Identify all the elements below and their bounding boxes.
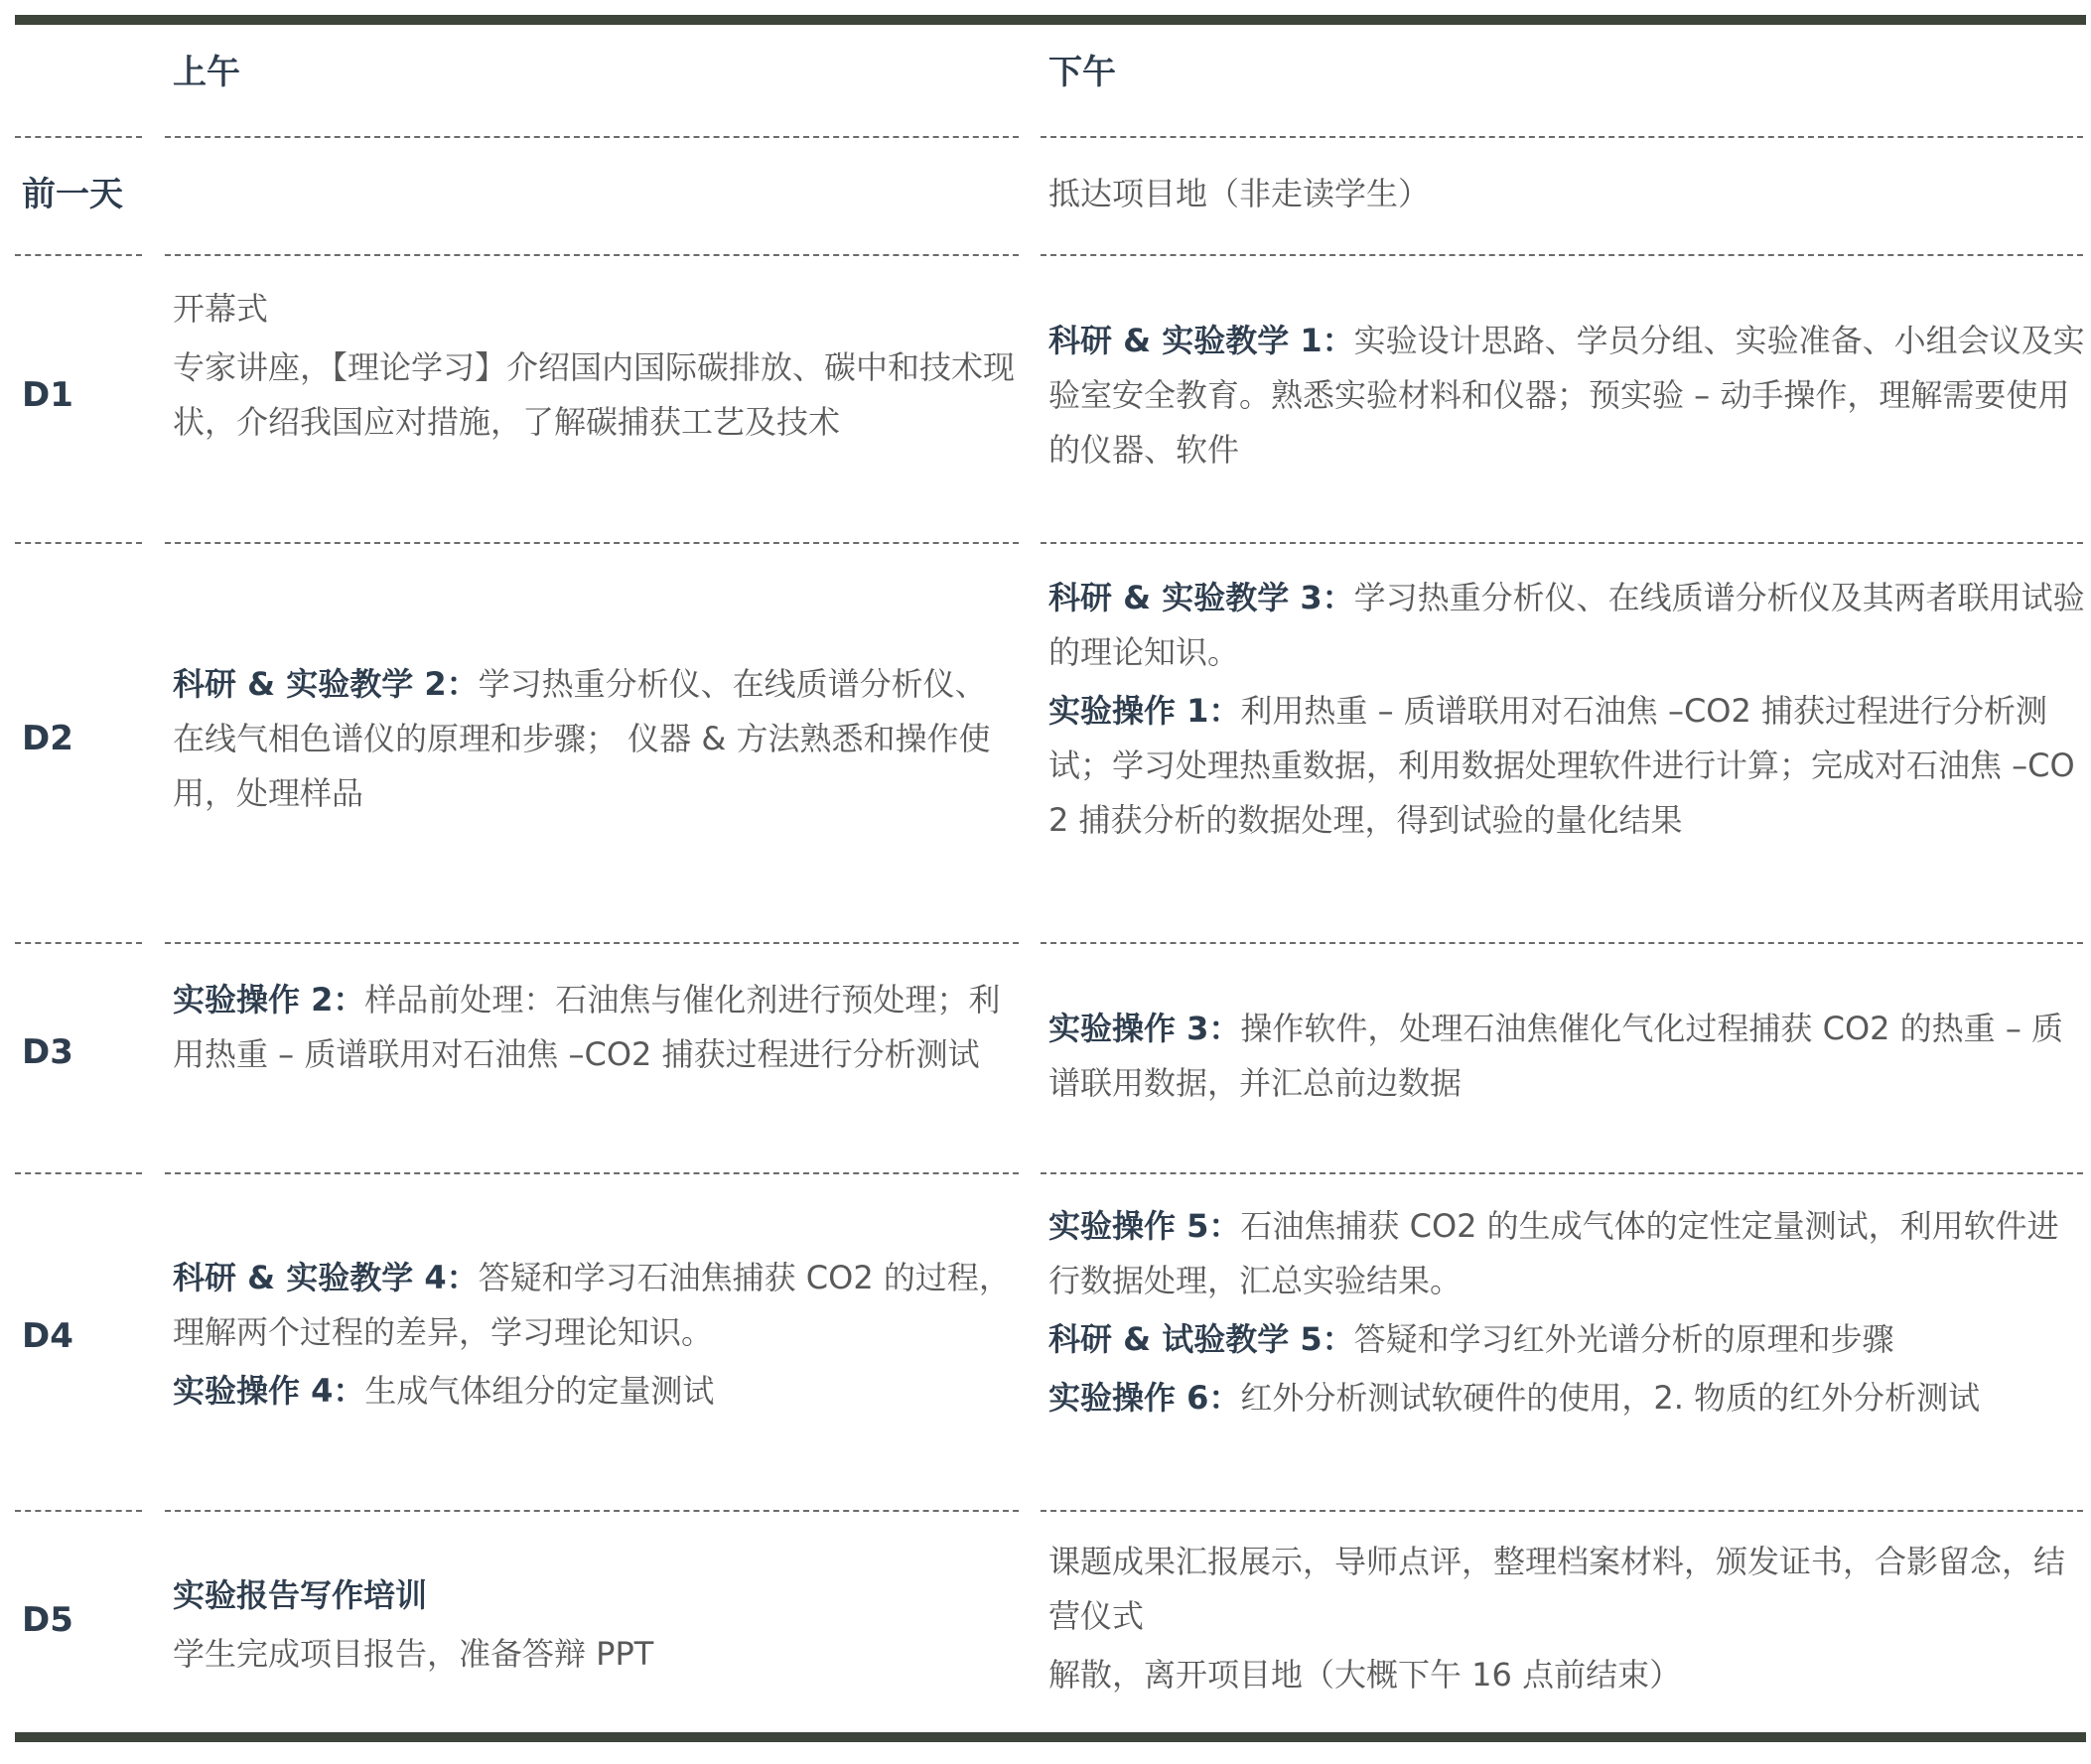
- separator: [1041, 1172, 2083, 1174]
- separator: [1041, 942, 2083, 944]
- cell-label: 实验报告写作培训: [173, 1576, 428, 1614]
- cell-text: 开幕式: [173, 290, 269, 328]
- am-cell: [173, 1251, 1017, 1419]
- separator: [15, 542, 142, 544]
- cell-label: 科研 & 试验教学 5：: [1048, 1320, 1354, 1358]
- pm-cell: [1048, 571, 2086, 848]
- day-label: D2: [22, 719, 73, 758]
- separator: [1041, 542, 2083, 544]
- cell-text: 学生完成项目报告，准备答辩 PPT: [173, 1635, 654, 1673]
- cell-paragraph: [173, 657, 1017, 821]
- separator: [15, 942, 142, 944]
- cell-label: 科研 & 实验教学 2：: [173, 665, 479, 703]
- cell-text: 样品前处理：石油焦与催化剂进行预处理；利用热重 – 质谱联用对石油焦 –CO2 捕获过程进行分析测试: [173, 981, 1001, 1073]
- pm-cell: [1048, 167, 2086, 221]
- am-cell: [173, 657, 1017, 821]
- cell-paragraph: [1048, 1371, 2086, 1425]
- separator: [165, 136, 1019, 138]
- cell-paragraph: [1048, 314, 2086, 477]
- header-pm: 下午: [1048, 53, 1116, 92]
- pm-cell: [1048, 1199, 2086, 1425]
- cell-paragraph: [1048, 167, 2086, 221]
- cell-paragraph: [1048, 1535, 2086, 1644]
- cell-label: 实验操作 4：: [173, 1372, 365, 1410]
- cell-paragraph: [173, 282, 1017, 337]
- cell-text: 实验设计思路、学员分组、实验准备、小组会议及实验室安全教育。熟悉实验材料和仪器；预实验 – 动手操作，理解需要使用的仪器、软件: [1048, 322, 2085, 469]
- cell-text: 石油焦捕获 CO2 的生成气体的定性定量测试，利用软件进行数据处理，汇总实验结果。: [1048, 1207, 2059, 1299]
- cell-text: 课题成果汇报展示，导师点评，整理档案材料，颁发证书，合影留念，结营仪式: [1048, 1543, 2066, 1635]
- cell-label: 实验操作 5：: [1048, 1207, 1241, 1245]
- cell-text: 专家讲座，【理论学习】介绍国内国际碳排放、碳中和技术现状，介绍我国应对措施，了解碳捕获工艺及技术: [173, 348, 1016, 441]
- separator: [1041, 254, 2083, 256]
- table-top-rule: [15, 15, 2086, 25]
- cell-paragraph: [1048, 571, 2086, 680]
- cell-text: 解散，离开项目地（大概下午 16 点前结束）: [1048, 1656, 1682, 1694]
- cell-paragraph: [173, 340, 1017, 450]
- pm-cell: [1048, 314, 2086, 477]
- cell-text: 答疑和学习红外光谱分析的原理和步骤: [1353, 1320, 1894, 1358]
- cell-paragraph: [1048, 1648, 2086, 1702]
- am-cell: [173, 282, 1017, 450]
- separator: [15, 1510, 142, 1512]
- cell-label: 实验操作 3：: [1048, 1010, 1241, 1047]
- cell-paragraph: [1048, 684, 2086, 848]
- day-label: D5: [22, 1600, 73, 1640]
- am-cell: [173, 1568, 1017, 1682]
- cell-label: 实验操作 6：: [1048, 1379, 1241, 1417]
- separator: [15, 1172, 142, 1174]
- cell-paragraph: [173, 1568, 1017, 1623]
- cell-text: 利用热重 – 质谱联用对石油焦 –CO2 捕获过程进行分析测试；学习处理热重数据，利用数据处理软件进行计算；完成对石油焦 –CO2 捕获分析的数据处理，得到试验的量化结果: [1048, 692, 2075, 839]
- table-bottom-rule: [15, 1732, 2086, 1742]
- separator: [165, 542, 1019, 544]
- cell-text: 学习热重分析仪、在线质谱分析仪、在线气相色谱仪的原理和步骤； 仪器 & 方法熟悉和操作使用，处理样品: [173, 665, 991, 812]
- separator: [15, 254, 142, 256]
- day-label: D4: [22, 1316, 73, 1356]
- separator: [1041, 1510, 2083, 1512]
- separator: [1041, 136, 2083, 138]
- separator: [15, 136, 142, 138]
- header-am: 上午: [173, 53, 240, 92]
- separator: [165, 1510, 1019, 1512]
- cell-text: 学习热重分析仪、在线质谱分析仪及其两者联用试验的理论知识。: [1048, 579, 2085, 671]
- pm-cell: [1048, 1002, 2086, 1111]
- cell-label: 科研 & 实验教学 1：: [1048, 322, 1354, 359]
- day-label: D3: [22, 1032, 73, 1072]
- cell-text: 抵达项目地（非走读学生）: [1048, 175, 1431, 212]
- pm-cell: [1048, 1535, 2086, 1702]
- separator: [165, 1172, 1019, 1174]
- cell-paragraph: [173, 1364, 1017, 1419]
- cell-label: 实验操作 2：: [173, 981, 365, 1018]
- cell-text: 操作软件，处理石油焦催化气化过程捕获 CO2 的热重 – 质谱联用数据，并汇总前边数据: [1048, 1010, 2064, 1102]
- cell-paragraph: [173, 973, 1017, 1082]
- cell-paragraph: [173, 1251, 1017, 1360]
- cell-paragraph: [1048, 1312, 2086, 1367]
- cell-text: 生成气体组分的定量测试: [364, 1372, 715, 1410]
- day-label: 前一天: [22, 175, 123, 214]
- cell-label: 实验操作 1：: [1048, 692, 1241, 730]
- separator: [165, 254, 1019, 256]
- cell-text: 答疑和学习石油焦捕获 CO2 的过程，理解两个过程的差异，学习理论知识。: [173, 1259, 1011, 1351]
- am-cell: [173, 973, 1017, 1082]
- separator: [165, 942, 1019, 944]
- cell-paragraph: [173, 1627, 1017, 1682]
- cell-label: 科研 & 实验教学 4：: [173, 1259, 479, 1296]
- cell-label: 科研 & 实验教学 3：: [1048, 579, 1354, 616]
- cell-paragraph: [1048, 1002, 2086, 1111]
- cell-text: 红外分析测试软硬件的使用，2. 物质的红外分析测试: [1240, 1379, 1981, 1417]
- cell-paragraph: [1048, 1199, 2086, 1308]
- day-label: D1: [22, 375, 73, 415]
